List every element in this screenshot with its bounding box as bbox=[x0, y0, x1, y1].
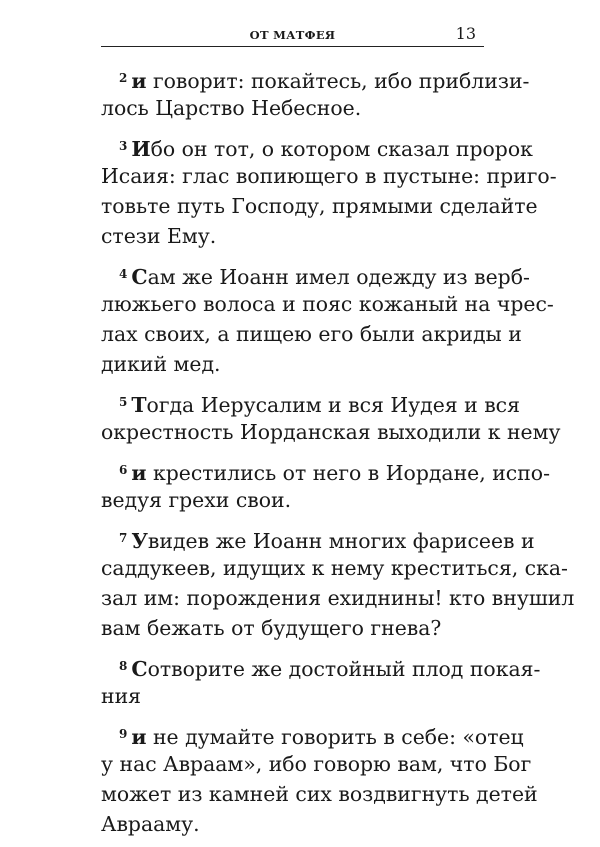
verse-line-text: товьте путь Господу, прямыми сделайте bbox=[101, 194, 538, 218]
verse-line-text: стези Ему. bbox=[101, 224, 217, 248]
running-header bbox=[101, 26, 484, 47]
verse-initial: и bbox=[131, 69, 147, 93]
verse-line-text: саддукеев, идущих к нему креститься, ска- bbox=[101, 556, 568, 580]
verse-line bbox=[101, 485, 474, 515]
verse-line bbox=[101, 809, 474, 839]
verse-2 bbox=[101, 63, 530, 123]
verse-line bbox=[101, 749, 532, 779]
verse-number: 7 bbox=[119, 531, 128, 545]
verse-number: 6 bbox=[119, 463, 128, 477]
verse-6 bbox=[101, 455, 550, 515]
verse-line bbox=[101, 681, 474, 711]
verse-initial: Т bbox=[131, 393, 147, 417]
verse-line-text: ам же Иоанн имел одежду из верб- bbox=[147, 265, 530, 289]
verse-line bbox=[101, 289, 554, 319]
verse-line-text: огда Иерусалим и вся Иудея и вся bbox=[146, 393, 520, 417]
verse-first-line bbox=[101, 387, 520, 417]
verse-line-text: не думайте говорить в себе: «отец bbox=[146, 725, 524, 749]
verse-line bbox=[101, 349, 474, 379]
verse-line-text: может из камней сих воздвигнуть детей bbox=[101, 782, 538, 806]
verse-line-text: лось Царство Небесное. bbox=[101, 96, 362, 120]
verse-line-text: окрестность Иорданская выходили к нему bbox=[101, 420, 561, 444]
verse-line-text: отворите же достойный плод покая- bbox=[147, 657, 541, 681]
verse-line-text: ведуя грехи свои. bbox=[101, 488, 292, 512]
verse-number: 2 bbox=[119, 71, 128, 85]
verse-line-text: бо он тот, о котором сказал пророк bbox=[150, 137, 533, 161]
verse-line bbox=[101, 779, 538, 809]
verse-line bbox=[101, 93, 474, 123]
verse-line-text: вам бежать от будущего гнева? bbox=[101, 616, 442, 640]
verse-line bbox=[101, 221, 474, 251]
verse-line bbox=[101, 161, 557, 191]
verse-first-line bbox=[101, 719, 524, 749]
verse-first-line bbox=[101, 259, 530, 289]
verse-number: 3 bbox=[119, 139, 128, 153]
verse-first-line bbox=[101, 63, 530, 93]
verse-initial: С bbox=[131, 657, 148, 681]
verse-line bbox=[101, 417, 561, 447]
verse-line-text: Исаия: глас вопиющего в пустыне: приго- bbox=[101, 164, 557, 188]
verse-7 bbox=[101, 523, 575, 643]
verse-number: 4 bbox=[119, 267, 128, 281]
verse-line-text: Аврааму. bbox=[101, 812, 200, 836]
verse-initial: С bbox=[131, 265, 148, 289]
page-number: 13 bbox=[455, 24, 476, 43]
verse-line bbox=[101, 583, 575, 613]
verse-line-text: говорит: покайтесь, ибо приблизи- bbox=[146, 69, 530, 93]
verse-8 bbox=[101, 651, 541, 711]
verse-line bbox=[101, 191, 538, 221]
verse-line-text: зал им: порождения ехиднины! кто внушил bbox=[101, 586, 575, 610]
scripture-text bbox=[101, 63, 575, 847]
verse-first-line bbox=[101, 131, 533, 161]
verse-line-text: крестились от него в Иордане, испо- bbox=[146, 461, 550, 485]
verse-initial: У bbox=[131, 529, 148, 553]
verse-number: 9 bbox=[119, 727, 128, 741]
verse-line bbox=[101, 613, 474, 643]
verse-line-text: лах своих, а пищею его были акриды и bbox=[101, 322, 522, 346]
verse-4 bbox=[101, 259, 554, 379]
verse-line bbox=[101, 553, 568, 583]
verse-3 bbox=[101, 131, 557, 251]
verse-number: 5 bbox=[119, 395, 128, 409]
verse-first-line bbox=[101, 651, 541, 681]
verse-5 bbox=[101, 387, 561, 447]
verse-line-text: люжьего волоса и пояс кожаный на чрес- bbox=[101, 292, 554, 316]
verse-line bbox=[101, 319, 522, 349]
verse-first-line bbox=[101, 523, 535, 553]
verse-number: 8 bbox=[119, 659, 128, 673]
verse-initial: И bbox=[131, 137, 151, 161]
verse-line-text: у нас Авраам», ибо говорю вам, что Бог bbox=[101, 752, 532, 776]
verse-initial: и bbox=[131, 461, 147, 485]
running-title: ОТ МАТФЕЯ bbox=[249, 28, 336, 42]
verse-line-text: дикий мед. bbox=[101, 352, 221, 376]
verse-first-line bbox=[101, 455, 550, 485]
verse-9 bbox=[101, 719, 538, 839]
verse-line-text: ния bbox=[101, 684, 142, 708]
verse-initial: и bbox=[131, 725, 147, 749]
verse-line-text: видев же Иоанн многих фарисеев и bbox=[147, 529, 535, 553]
